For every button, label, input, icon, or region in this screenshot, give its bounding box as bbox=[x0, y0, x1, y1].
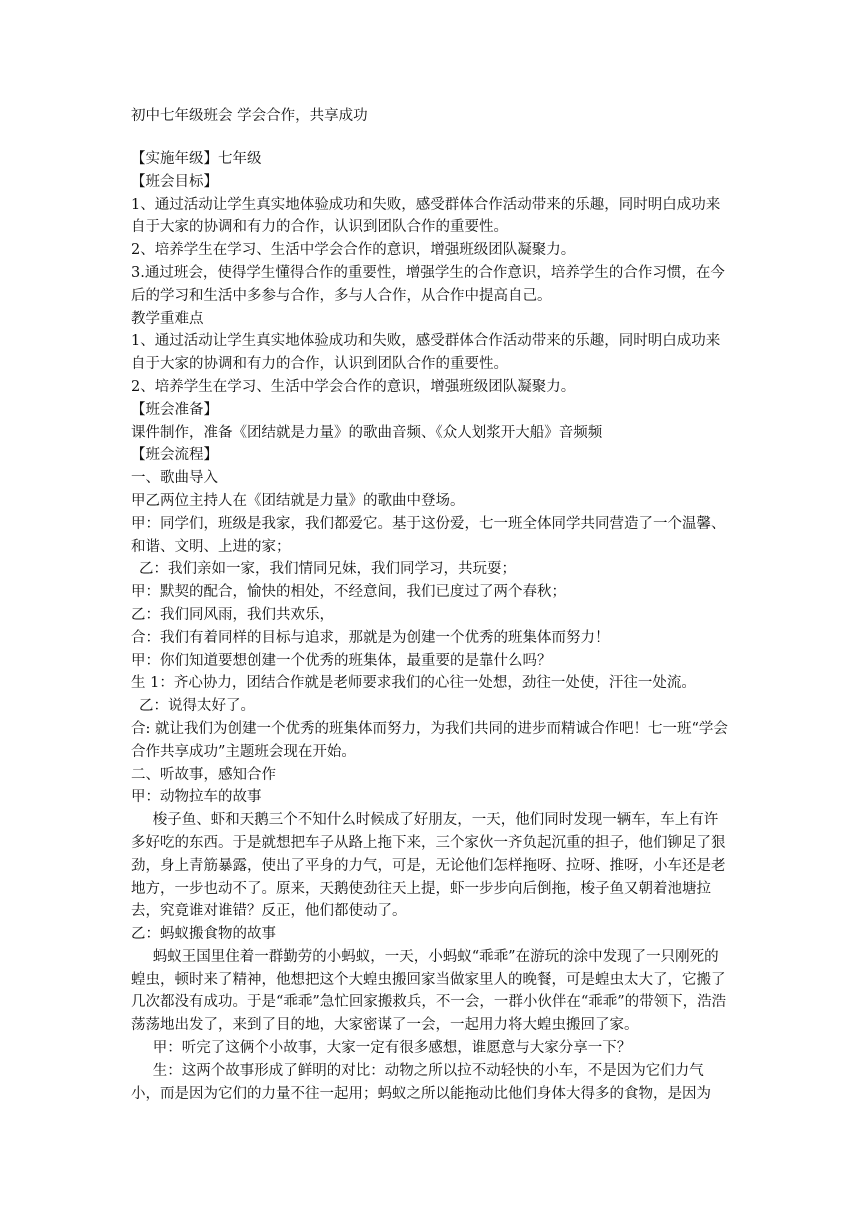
body-paragraph: 乙：说得太好了。 bbox=[138, 698, 255, 715]
body-paragraph: 二、听故事，感知合作 bbox=[131, 766, 276, 783]
body-paragraph: 甲：默契的配合，愉快的相处，不经意间，我们已度过了两个春秋； bbox=[131, 584, 566, 601]
body-paragraph: 1、通过活动让学生真实地体验成功和失败，感受群体合作活动带来的乐趣，同时明白成功来自于大家的协调和有力的合作，认识到团队合作的重要性。 bbox=[131, 333, 721, 373]
body-paragraph: 乙：蚂蚁搬食物的故事 bbox=[131, 926, 276, 943]
document-body bbox=[131, 148, 731, 1105]
body-paragraph: 一、歌曲导入 bbox=[131, 470, 218, 487]
body-paragraph: 生 1：齐心协力，团结合作就是老师要求我们的心往一处想，劲往一处使，汗往一处流。 bbox=[131, 675, 696, 692]
body-paragraph: 梭子鱼、虾和天鹅三个不知什么时候成了好朋友，一天，他们同时发现一辆车，车上有许多好吃的东西。于是就想把车子从路上拖下来，三个家伙一齐负起沉重的担子，他们铆足了狠劲，身上青筋暴露，使出了平身的力气，可是，无论他们怎样拖呀、拉呀、推呀，小车还是老地方，一步也动不了。原来，天鹅使劲往天上提，虾一步步向后倒拖，梭子鱼又朝着池塘拉去，究竟谁对谁错？反正，他们都使动了。 bbox=[131, 812, 726, 920]
body-paragraph: 课件制作，准备《团结就是力量》的歌曲音频、《众人划浆开大船》音频频 bbox=[131, 424, 603, 441]
body-paragraph: 3.通过班会，使得学生懂得合作的重要性，增强学生的合作意识，培养学生的合作习惯，在今后的学习和生活中多参与合作，多与人合作，从合作中提高自己。 bbox=[131, 264, 725, 304]
body-paragraph: 教学重难点 bbox=[131, 310, 204, 327]
body-paragraph: 乙：我们亲如一家，我们情同兄妹，我们同学习，共玩耍； bbox=[138, 561, 516, 578]
body-paragraph: 合：我们有着同样的目标与追求，那就是为创建一个优秀的班集体而努力！ bbox=[131, 629, 610, 646]
body-paragraph: 2、培养学生在学习、生活中学会合作的意识，增强班级团队凝聚力。 bbox=[131, 378, 576, 395]
body-paragraph: 甲乙两位主持人在《团结就是力量》的歌曲中登场。 bbox=[131, 492, 465, 509]
body-paragraph: 乙：我们同风雨，我们共欢乐， bbox=[131, 606, 334, 623]
body-paragraph: 甲：听完了这俩个小故事，大家一定有很多感想，谁愿意与大家分享一下？ bbox=[152, 1040, 632, 1057]
body-paragraph: 1、通过活动让学生真实地体验成功和失败，感受群体合作活动带来的乐趣，同时明白成功来自于大家的协调和有力的合作，认识到团队合作的重要性。 bbox=[131, 196, 721, 236]
body-paragraph: 【实施年级】七年级 bbox=[131, 151, 262, 167]
body-paragraph: 【班会准备】 bbox=[131, 401, 218, 418]
body-paragraph: 蚂蚁王国里住着一群勤劳的小蚂蚁，一天，小蚂蚁“乖乖”在游玩的涂中发现了一只刚死的蝗虫，顿时来了精神，他想把这个大蝗虫搬回家当做家里人的晚餐，可是蝗虫太大了，它搬了几次都没有成功。于是“乖乖”急忙回家搬救兵，不一会，一群小伙伴在“乖乖”的带领下，浩浩荡荡地出发了，来到了目的地，大家密谋了一会，一起用力将大蝗虫搬回了家。 bbox=[131, 948, 727, 1034]
body-paragraph: 【班会目标】 bbox=[131, 173, 218, 190]
body-paragraph: 甲：动物拉车的故事 bbox=[131, 789, 262, 806]
body-paragraph: 2、培养学生在学习、生活中学会合作的意识，增强班级团队凝聚力。 bbox=[131, 242, 576, 259]
document-title: 初中七年级班会 学会合作，共享成功 bbox=[131, 108, 368, 124]
body-paragraph: 合: 就让我们为创建一个优秀的班集体而努力，为我们共同的进步而精诚合作吧！七一班“学会合作共享成功”主题班会现在开始。 bbox=[131, 720, 728, 760]
body-paragraph: 【班会流程】 bbox=[131, 447, 218, 464]
body-paragraph: 甲：同学们，班级是我家，我们都爱它。基于这份爱，七一班全体同学共同营造了一个温馨、和谐、文明、上进的家； bbox=[131, 515, 726, 555]
body-paragraph: 甲：你们知道要想创建一个优秀的班集体，最重要的是靠什么吗？ bbox=[131, 652, 552, 669]
body-paragraph: 生：这两个故事形成了鲜明的对比：动物之所以拉不动轻快的小车，不是因为它们力气小，而是因为它们的力量不往一起用；蚂蚁之所以能拖动比他们身体大得多的食物，是因为 bbox=[131, 1062, 711, 1102]
